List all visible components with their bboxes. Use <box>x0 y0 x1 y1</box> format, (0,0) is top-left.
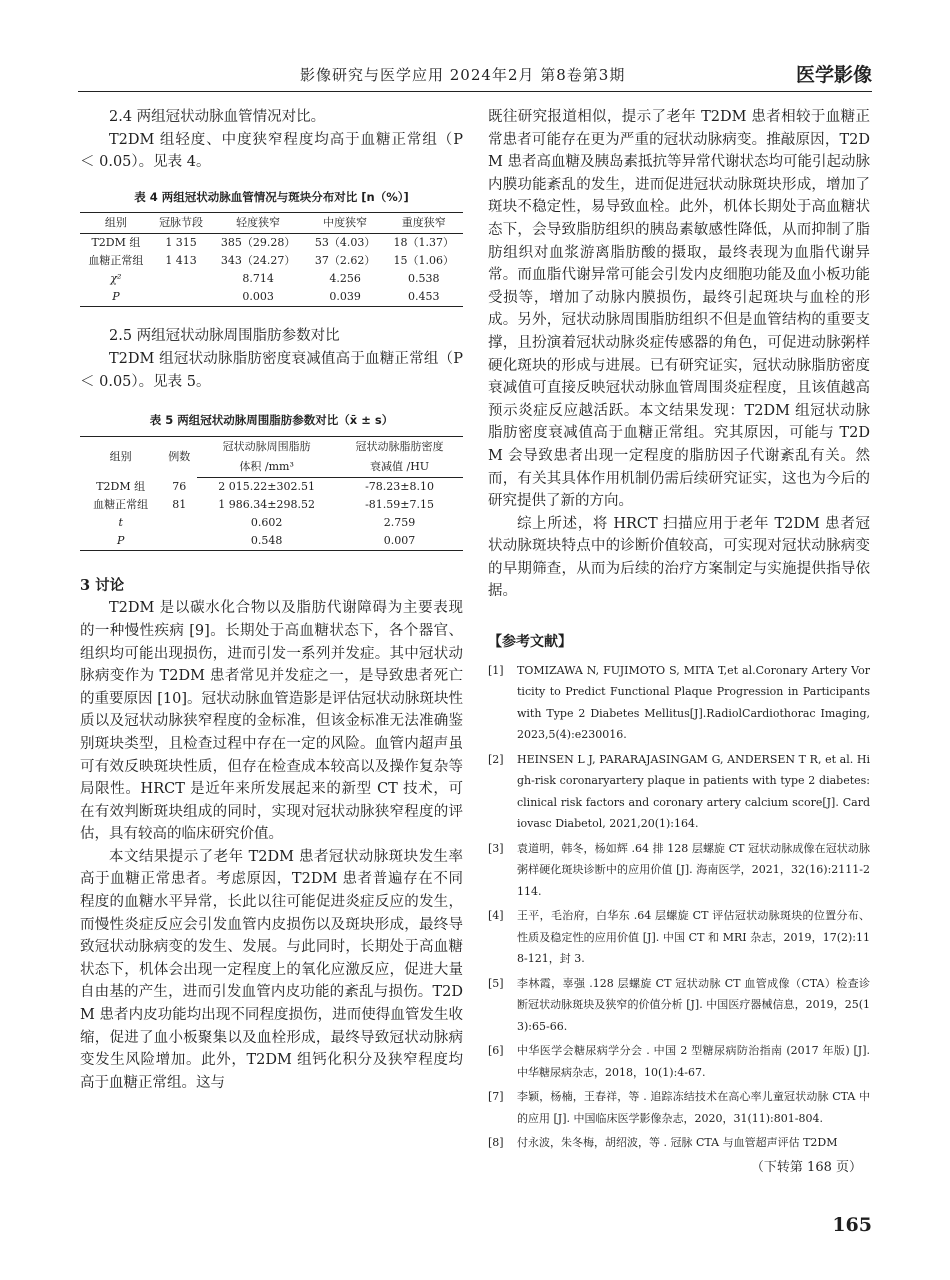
table-4-cell: 18（1.37） <box>393 236 454 250</box>
table-row <box>80 496 463 514</box>
table-5-cell: T2DM 组 <box>96 479 146 493</box>
reference-list <box>488 660 870 1154</box>
reference-item <box>488 749 870 835</box>
reference-number: [4] <box>488 909 504 923</box>
table-row <box>80 532 463 551</box>
table-5-cell: 0.007 <box>336 532 463 551</box>
reference-item <box>488 905 870 970</box>
discussion-paragraph-1: T2DM 是以碳水化合物以及脂肪代谢障碍为主要表现的一种慢性疾病 [9]。长期处于高血糖状态下，各个器官、组织均可能出现损伤，进而引发一系列并发症。其中冠状动脉病变作为 T2DM 患者常见并发症之一，是导致患者死亡的重要原因 [10]。冠状动脉血管造影是评估冠状动脉斑块性质以及冠状动脉狭窄程度的金标准，但该金标准无法准确鉴别斑块类型，且检查过程中存在一定的风险。血管内超声虽可有效反映斑块性质，但存在检查成本较高以及操作复杂等局限性。HRCT 是近年来所发展起来的新型 CT 技术，可在有效判断斑块组成的同时，实现对冠状动脉狭窄程度的评估，具有较高的临床研究价值。 <box>80 600 463 843</box>
right-column <box>488 106 870 1179</box>
reference-number: [8] <box>488 1136 504 1150</box>
left-column <box>80 106 463 1094</box>
table-4-header-cell: 轻度狭窄 <box>210 213 306 234</box>
section-label: 医学影像 <box>795 64 872 86</box>
conclusion-paragraph: 综上所述，将 HRCT 扫描应用于老年 T2DM 患者冠状动脉斑块特点中的诊断价值较高，可实现对冠状动脉病变的早期筛查，从而为后续的治疗方案制定与实施提供指导依据。 <box>488 515 870 600</box>
reference-item <box>488 838 870 903</box>
reference-text: HEINSEN L J, PARARAJASINGAM G, ANDERSEN T R, et al. High-risk coronaryartery plaque in patients with type 2 diabetes: clinical risk factors and coronary artery calcium score[J]. Cardiovasc Diabetol, 2021,20(1):164. <box>517 752 870 831</box>
table-4-cell: 8.714 <box>242 272 274 286</box>
table-5-cell: 2 015.22±302.51 <box>218 479 315 493</box>
table-4-cell: 4.256 <box>329 272 361 286</box>
table-5-cell: P <box>80 532 161 551</box>
table-5-cell: 76 <box>172 479 187 493</box>
table-4-cell: 53（4.03） <box>314 236 376 250</box>
table-5 <box>80 436 463 551</box>
reference-text: TOMIZAWA N, FUJIMOTO S, MITA T,et al.Coronary Artery Vorticity to Predict Functional Plaque Progression in Participants with Type 2 Diabetes Mellitus[J].RadiolCardiothorac Imaging, 2023,5(4):e230016. <box>517 663 870 742</box>
header-divider <box>78 91 872 92</box>
reference-item <box>488 973 870 1038</box>
reference-text: 李林霞，辜强 .128 层螺旋 CT 冠状动脉 CT 血管成像（CTA）检查诊断冠状动脉斑块及狭窄的价值分析 [J]. 中国医疗器械信息，2019，25(13):65-66. <box>517 976 870 1033</box>
reference-number: [1] <box>488 663 504 677</box>
table-5-cell <box>161 532 197 551</box>
reference-text: 王平，毛治府，白华东 .64 层螺旋 CT 评估冠状动脉斑块的位置分布、性质及稳定性的应用价值 [J]. 中国 CT 和 MRI 杂志，2019，17(2):118-121，封 3. <box>517 909 870 966</box>
reference-text: 李颖，杨楠，王春祥，等 . 追踪冻结技术在高心率儿童冠状动脉 CTA 中的应用 [J]. 中国临床医学影像杂志，2020，31(11):801-804. <box>517 1090 870 1125</box>
discussion-paragraph-2: 本文结果提示了老年 T2DM 患者冠状动脉斑块发生率高于血糖正常患者。考虑原因，T2DM 患者普遍存在不同程度的血糖水平异常，长此以往可能促进炎症反应的发生，而慢性炎症反应会引发血管内皮损伤以及斑块形成，最终导致冠状动脉病变的发生、发展。与此同时，长期处于高血糖状态下，机体会出现一定程度上的氧化应激反应，促进大量自由基的产生，进而引发血管内皮功能的紊乱与损伤。T2DM 患者内皮功能均出现不同程度损伤，进而使得血管发生收缩，促进了血小板聚集以及血栓形成，最终导致冠状动脉病变发生风险增加。此外，T2DM 组钙化积分及狭窄程度均高于血糖正常组。这与 <box>80 848 463 1091</box>
table-4-cell: 385（29.28） <box>220 236 296 250</box>
table-5-header-group: 组别 <box>80 436 161 477</box>
section-3-heading: 3 讨论 <box>80 576 125 594</box>
section-2-4-heading: 2.4 两组冠状动脉血管情况对比。 <box>109 109 326 125</box>
reference-item <box>488 660 870 746</box>
reference-item <box>488 1040 870 1083</box>
reference-text: 中华医学会糖尿病学分会 . 中国 2 型糖尿病防治指南 (2017 年版) [J]. 中华糖尿病杂志，2018，10(1):4-67. <box>517 1044 870 1079</box>
table-5-cell: -81.59±7.15 <box>365 497 434 511</box>
table-5-cell: 血糖正常组 <box>93 497 149 511</box>
table-4-cell: 0.039 <box>306 288 385 307</box>
reference-number: [3] <box>488 841 504 855</box>
table-4-cell: 1 413 <box>165 254 197 268</box>
page-number: 165 <box>832 1214 872 1236</box>
table-5-cell <box>161 514 197 532</box>
table-row <box>80 234 463 253</box>
table-4-cell: 1 315 <box>165 236 197 250</box>
table-4-cell: 0.453 <box>384 288 463 307</box>
reference-number: [6] <box>488 1044 504 1058</box>
table-5-cell: -78.23±8.10 <box>365 479 434 493</box>
table-4-cell: P <box>80 288 152 307</box>
table-4-caption: 表 4 两组冠状动脉血管情况与斑块分布对比 [n（%）] <box>134 189 409 204</box>
table-5-cell: 2.759 <box>383 515 416 529</box>
table-4-cell: T2DM 组 <box>91 236 141 250</box>
table-5-header-cases: 例数 <box>161 436 197 477</box>
table-4-cell: 15（1.06） <box>393 254 454 268</box>
table-row <box>80 514 463 532</box>
table-4-cell: 血糖正常组 <box>88 254 144 268</box>
table-4 <box>80 212 463 307</box>
references-heading: 【参考文献】 <box>488 634 572 651</box>
table-4-header-cell: 中度狭窄 <box>306 213 385 234</box>
table-5-cell: 1 986.34±298.52 <box>218 497 315 511</box>
table-4-header-cell: 冠脉节段 <box>152 213 210 234</box>
reference-number: [2] <box>488 752 504 766</box>
table-4-cell: 0.003 <box>210 288 306 307</box>
section-2-5-text: T2DM 组冠状动脉脂肪密度衰减值高于血糖正常组（P ＜ 0.05）。见表 5。 <box>80 350 463 390</box>
table-4-cell: 37（2.62） <box>314 254 376 268</box>
table-4-cell <box>152 270 210 288</box>
reference-item <box>488 1086 870 1129</box>
table-5-header-volume-line1: 冠状动脉周围脂肪 <box>197 436 336 457</box>
reference-number: [7] <box>488 1090 504 1104</box>
journal-header: 影像研究与医学应用 2024年2月 第8卷第3期 <box>300 66 626 84</box>
table-5-header-attenuation-line1: 冠状动脉脂肪密度 <box>336 436 463 457</box>
table-4-cell: 0.538 <box>407 272 440 286</box>
section-2-4-text: T2DM 组轻度、中度狭窄程度均高于血糖正常组（P ＜ 0.05）。见表 4。 <box>80 131 463 171</box>
reference-item <box>488 1132 870 1154</box>
table-5-header-attenuation-line2: 衰减值 /HU <box>336 457 463 478</box>
table-4-header-cell: 组别 <box>80 213 152 234</box>
table-4-cell: χ² <box>110 272 122 286</box>
reference-text: 付永波，朱冬梅，胡绍波，等 . 冠脉 CTA 与血管超声评估 T2DM <box>517 1136 838 1150</box>
continued-note: （下转第 168 页） <box>750 1159 862 1175</box>
discussion-paragraph-3: 既往研究报道相似，提示了老年 T2DM 患者相较于血糖正常患者可能存在更为严重的冠状动脉病变。推敲原因，T2DM 患者高血糖及胰岛素抵抗等异常代谢状态均可能引起动脉内膜功能紊乱的发生，进而促进冠状动脉斑块形成，增加了斑块不稳定性，易导致血栓。此外，机体长期处于高血糖状态下，会导致脂肪组织的胰岛素敏感性降低，从而抑制了脂肪组织对血浆游离脂肪酸的摄取，最终表现为血脂代谢异常。而血脂代谢异常可能会引发内皮细胞功能及血小板功能受损等，增加了动脉内膜损伤，最终引起斑块与血栓的形成。另外，冠状动脉周围脂肪组织不但是血管结构的重要支撑，且扮演着冠状动脉炎症传感器的角色，可促进动脉粥样硬化斑块的形成与进展。已有研究证实，冠状动脉脂肪密度衰减值可直接反映冠状动脉血管周围炎症程度，且该值越高预示炎症反应越活跃。本文结果发现：T2DM 组冠状动脉脂肪密度衰减值高于血糖正常组。究其原因，可能与 T2DM 会导致患者出现一定程度的脂肪因子代谢紊乱有关。然而，有关其具体作用机制仍需后续研究证实，这也为今后的研究提供了新的方向。 <box>488 109 870 510</box>
reference-text: 袁道明，韩冬，杨如辉 .64 排 128 层螺旋 CT 冠状动脉成像在冠状动脉粥样硬化斑块诊断中的应用价值 [J]. 海南医学，2021，32(16):2111-2114. <box>517 841 870 898</box>
table-row <box>80 477 463 496</box>
table-5-cell: 81 <box>172 497 187 511</box>
table-4-header-cell: 重度狭窄 <box>384 213 463 234</box>
table-5-cell: t <box>118 515 123 529</box>
table-5-cell: 0.602 <box>250 515 283 529</box>
table-5-header-volume-line2: 体积 /mm³ <box>197 457 336 478</box>
section-2-5-heading: 2.5 两组冠状动脉周围脂肪参数对比 <box>109 328 340 345</box>
table-row <box>80 270 463 288</box>
reference-number: [5] <box>488 976 504 990</box>
table-5-caption: 表 5 两组冠状动脉周围脂肪参数对比（x̄ ± s） <box>149 413 394 428</box>
table-row <box>80 288 463 307</box>
table-row <box>80 252 463 270</box>
table-5-cell: 0.548 <box>197 532 336 551</box>
table-4-cell <box>152 288 210 307</box>
table-4-cell: 343（24.27） <box>220 254 296 268</box>
